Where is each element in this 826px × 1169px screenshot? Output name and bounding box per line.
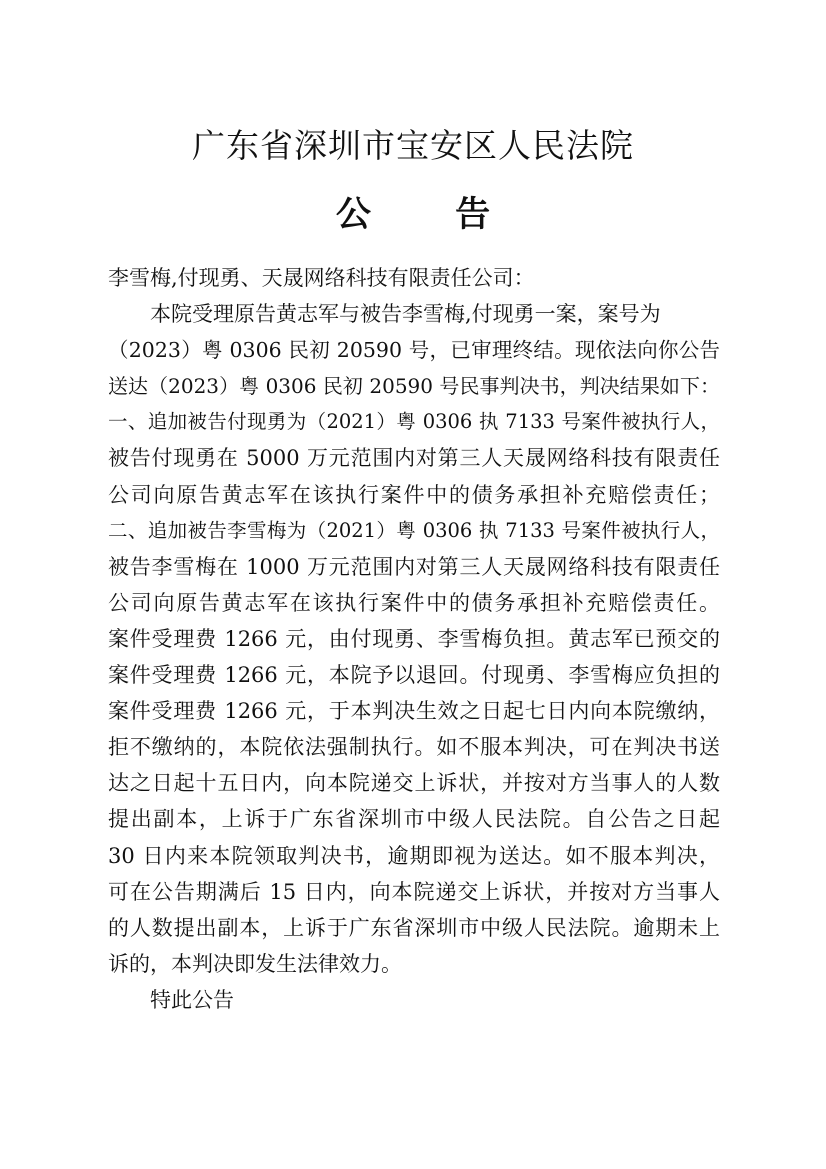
notice-title: 公 告 [335, 194, 527, 235]
body-line: 的人数提出副本，上诉于广东省深圳市中级人民法院。逾期未上 [108, 915, 720, 940]
body-line: 一、追加被告付现勇为（2021）粤 0306 执 7133 号案件被执行人， [108, 410, 720, 434]
body-line: 案件受理费 1266 元，由付现勇、李雪梅负担。黄志军已预交的 [108, 626, 720, 651]
notice-body [108, 260, 720, 1018]
body-line: 被告付现勇在 5000 万元范围内对第三人天晟网络科技有限责任 [108, 446, 720, 471]
body-line: 可在公告期满后 15 日内，向本院递交上诉状，并按对方当事人 [108, 879, 720, 904]
body-line: 送达（2023）粤 0306 民初 20590 号民事判决书，判决结果如下： [108, 374, 720, 399]
body-line: 达之日起十五日内，向本院递交上诉状，并按对方当事人的人数 [108, 771, 720, 796]
body-line: 本院受理原告黄志军与被告李雪梅,付现勇一案，案号为 [150, 302, 661, 327]
body-line: 特此公告 [150, 987, 234, 1012]
body-line: 二、追加被告李雪梅为（2021）粤 0306 执 7133 号案件被执行人， [108, 518, 720, 542]
body-line: （2023）粤 0306 民初 20590 号，已审理终结。现依法向你公告 [108, 338, 720, 363]
body-line: 李雪梅,付现勇、天晟网络科技有限责任公司： [108, 266, 535, 290]
body-line: 30 日内来本院领取判决书，逾期即视为送达。如不服本判决， [108, 843, 720, 868]
body-line: 诉的，本判决即发生法律效力。 [108, 951, 402, 976]
body-line: 拒不缴纳的，本院依法强制执行。如不服本判决，可在判决书送 [108, 735, 720, 760]
body-line: 案件受理费 1266 元，于本判决生效之日起七日内向本院缴纳， [108, 699, 720, 724]
body-line: 被告李雪梅在 1000 万元范围内对第三人天晟网络科技有限责任 [108, 554, 720, 579]
body-line: 案件受理费 1266 元，本院予以退回。付现勇、李雪梅应负担的 [108, 663, 720, 688]
court-name-heading: 广东省深圳市宝安区人民法院 [192, 126, 634, 165]
body-line: 提出副本，上诉于广东省深圳市中级人民法院。自公告之日起 [108, 807, 720, 832]
body-line: 公司向原告黄志军在该执行案件中的债务承担补充赔偿责任； [108, 482, 720, 507]
body-line: 公司向原告黄志军在该执行案件中的债务承担补充赔偿责任。 [108, 590, 720, 615]
